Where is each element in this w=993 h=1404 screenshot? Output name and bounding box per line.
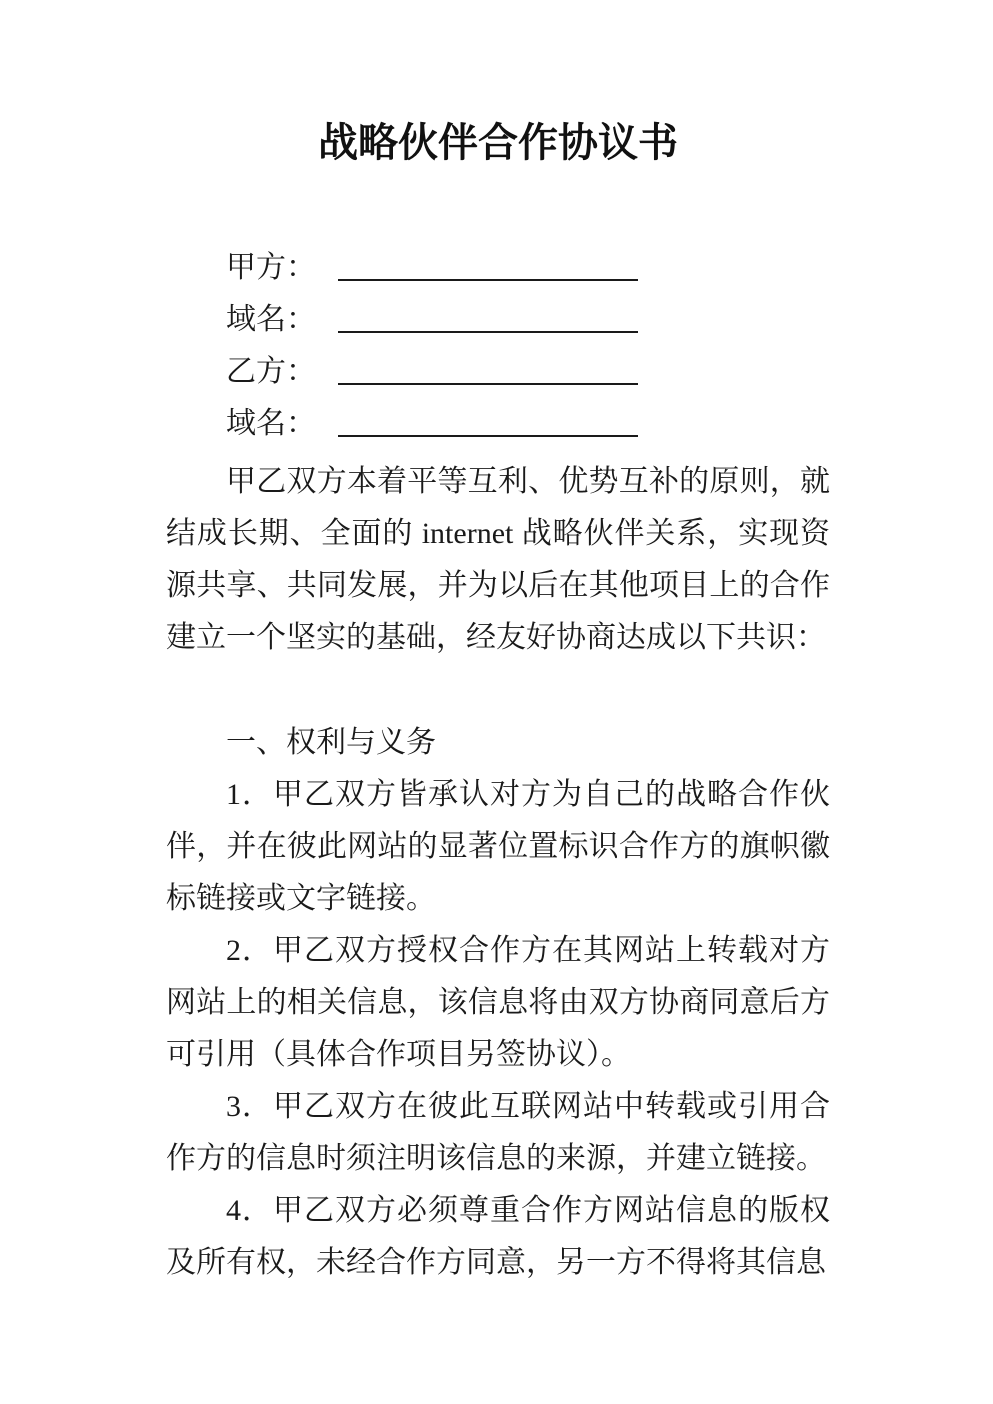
form-row-party-b xyxy=(166,346,830,398)
domain-a-blank-line[interactable] xyxy=(338,331,638,333)
domain-a-label: 域名： xyxy=(226,303,316,336)
party-a-label: 甲方： xyxy=(226,251,316,284)
form-row-domain-b xyxy=(166,398,830,450)
party-info-block xyxy=(166,242,830,450)
domain-b-blank-line[interactable] xyxy=(338,435,638,437)
clause-4: 4．甲乙双方必须尊重合作方网站信息的版权及所有权，未经合作方同意，另一方不得将其信息 xyxy=(166,1194,830,1279)
form-row-domain-a xyxy=(166,294,830,346)
section-1-heading: 一、权利与义务 xyxy=(226,726,436,759)
party-a-blank-line[interactable] xyxy=(338,279,638,281)
document-title: 战略伙伴合作协议书 xyxy=(318,120,678,166)
clause-2: 2．甲乙双方授权合作方在其网站上转载对方网站上的相关信息，该信息将由双方协商同意后方可引用（具体合作项目另签协议）。 xyxy=(166,934,830,1071)
domain-b-label: 域名： xyxy=(226,407,316,440)
form-row-party-a xyxy=(166,242,830,294)
intro-paragraph: 甲乙双方本着平等互利、优势互补的原则，就结成长期、全面的 internet 战略伙伴关系，实现资源共享、共同发展，并为以后在其他项目上的合作建立一个坚实的基础，经友好协商达成以下共识： xyxy=(166,465,830,654)
party-b-label: 乙方： xyxy=(226,355,316,388)
clause-1: 1．甲乙双方皆承认对方为自己的战略合作伙伴，并在彼此网站的显著位置标识合作方的旗帜徽标链接或文字链接。 xyxy=(166,778,830,915)
clause-3: 3．甲乙双方在彼此互联网站中转载或引用合作方的信息时须注明该信息的来源，并建立链接。 xyxy=(166,1090,830,1175)
party-b-blank-line[interactable] xyxy=(338,383,638,385)
